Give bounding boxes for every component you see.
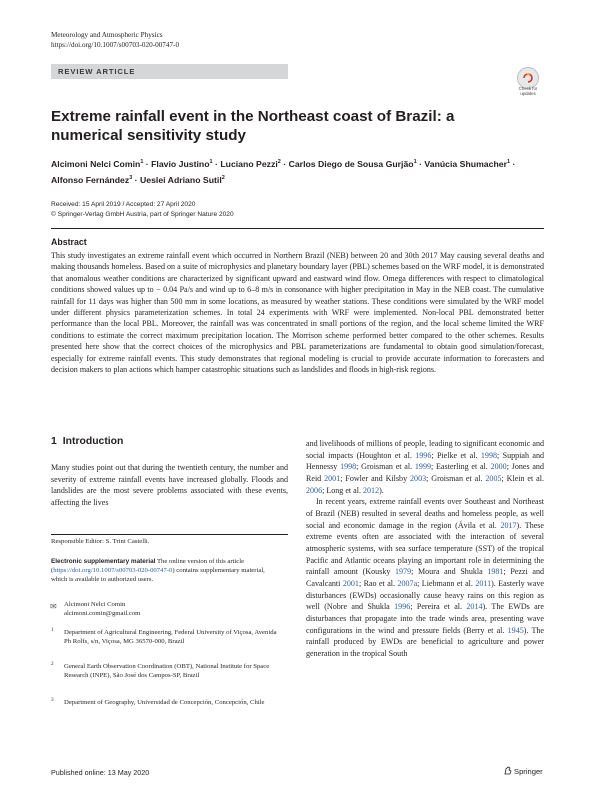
responsible-editor: Responsible Editor: S. Trini Castelli. [51,538,150,545]
article-dates [51,200,234,219]
author-affiliation-mark: 2 [277,159,281,165]
intro-right-column [306,438,544,659]
citation-link[interactable]: 1996 [394,602,411,612]
citation-link[interactable]: 1998 [480,450,497,460]
author-name: Vanúcia Shumacher [424,158,507,169]
author-affiliation-mark: 1 [209,159,213,165]
article-type-label: REVIEW ARTICLE [58,67,136,76]
affiliation-number: 1 [51,627,54,633]
springer-wordmark: Springer [514,767,543,776]
abstract-text: This study investigates an extreme rainfall event which occurred in Northern Brazil (NEB) between 20 and 30th 2017 May causing several deaths and making thousands homeless. Based on a suite of microphysics and planetary boundary layer (PBL) schemes based on the WRF model, it is demonstrated that anomalous weather conditions are characterized by significant upward and eastward wind flow. Omega differences with respect to climatological conditions showed values up to − 0.04 Pa/s and wind up to 6–8 m/s in consonance with higher precipitation in May in the NEB coast. The cumulative rainfall for 11 days was higher than 500 mm in some locations, as measured by weather stations. These conditions were simulated by the WRF model under different physics parameterization schemes. In total 24 experiments with WRF were implemented. Non-local PBL demonstrated better performance than the local PBL. Moreover, the rainfall was was concentrated in small portions of the region, and the local scheme limited the WRF conditions to estimate the correct maximum precipitation location. The Morrison scheme performed better compared to the other schemes. Results presented here show that the correct choices of the microphysics and PBL parameterizations are fundamental to obtain good simulation/forecast, especially for extreme rainfall events. This study demonstrates that regional modeling is crucial to provide accurate information to forecasters and decision makers to plan actions which hamper catastrophic situations such as landslides and floods in high-risk regions. [51,251,544,375]
esm-note: Electronic supplementary material The online version of this article (https://doi.org/10.1007/s00703-020-00747-0) contains supplementary material, which is available to authorized users. [51,558,265,584]
author-affiliation-mark: 1 [140,159,144,165]
abstract-heading: Abstract [51,237,87,247]
doi-link[interactable]: https://doi.org/10.1007/s00703-020-00747-0 [51,41,180,49]
header-divider [51,228,544,229]
citation-link[interactable]: 1999 [414,462,431,472]
affiliation-2: General Earth Observation Coordination (OBT), National Institute for Space Research (INPE), São José dos Campos-SP, Brazil [64,663,270,680]
intro-paragraph-right-1: and livelihoods of millions of people, leading to significant economic and social impacts (Houghton et al. 1996; Pielke et al. 1998; Suppiah and Hennessy 1998; Groisman et al. 1999; Easterling et al. 2000; Jones and Reid 2001; Fowler and Kilsby 2003; Groisman et al. 2005; Klein et al. 2006; Long et al. 2012). [306,439,544,495]
author-name: Ueslei Adriano Sutil [140,174,222,185]
copyright-line: © Springer-Verlag GmbH Austria, part of Springer Nature 2020 [51,210,234,218]
author-name: Luciano Pezzi [220,158,278,169]
section-title: Introduction [62,436,124,447]
envelope-icon: ✉ [50,602,57,611]
corresponding-email[interactable]: alcimoni.comin@gmail.com [64,610,141,618]
author-separator: · [143,158,152,169]
author-affiliation-mark: 1 [413,159,417,165]
esm-label: Electronic supplementary material [51,558,156,565]
article-type-banner [51,64,288,79]
paper-title: Extreme rainfall event in the Northeast coast of Brazil: a numerical sensitivity study [51,108,455,144]
author-separator: · [416,158,425,169]
section-number: 1 [51,436,57,447]
citation-link[interactable]: 2003 [410,473,427,483]
citation-link[interactable]: 1996 [415,450,432,460]
author-affiliation-mark: 2 [221,174,225,181]
citation-link[interactable]: 2017 [500,520,517,530]
citation-link[interactable]: 1979 [395,567,412,577]
author-name: Alcimoni Nelci Comin [51,158,141,169]
citation-link[interactable]: 2014 [466,602,483,612]
author-separator: · [510,158,516,169]
received-accepted: Received: 15 April 2019 / Accepted: 27 April 2020 [51,201,196,208]
author-separator: · [212,158,221,169]
citation-link[interactable]: 1998 [340,462,357,472]
citation-link[interactable]: 1981 [487,567,504,577]
intro-paragraph-left: Many studies point out that during the twentieth century, the number and severity of extreme rainfall events have increased globally. Floods and landslides are the most severe problems associated with these events, affecting the lives [51,463,288,507]
author-separator: · [280,158,289,169]
journal-header [51,30,179,50]
author-name: Carlos Diego de Sousa Gurjão [288,158,414,169]
affiliation-number: 2 [51,661,54,667]
affiliation-number: 3 [51,697,54,703]
citation-link[interactable]: 2011 [475,578,492,588]
citation-link[interactable]: 2005 [485,473,502,483]
corresponding-author: Alcimoni Nelci Comin alcimoni.comin@gmail.com [64,601,141,618]
author-name: Flavio Justino [151,158,210,169]
citation-link[interactable]: 2001 [324,473,341,483]
citation-link[interactable]: 1945 [507,625,524,635]
springer-logo [504,766,543,776]
affiliation-3: Department of Geography, Universidad de Concepción, Concepción, Chile [64,699,265,706]
citation-link[interactable]: 2001 [342,578,359,588]
author-list [51,155,546,187]
check-updates-label: Check for updates [518,86,538,96]
journal-name: Meteorology and Atmospheric Physics [51,31,163,39]
springer-horse-icon [504,766,512,775]
affiliation-1: Department of Agricultural Engineering, Federal University of Viçosa, Avenida Ph Rolfs, s/n, Viçosa, MG 36570-000, Brazil [64,629,277,646]
citation-link[interactable]: 2007a [397,578,418,588]
section-heading-introduction [51,436,123,447]
citation-link[interactable]: 2000 [490,462,507,472]
check-for-updates-badge[interactable] [514,67,542,97]
author-affiliation-mark: 1 [507,159,511,165]
footnote-divider [51,534,288,535]
published-online: Published online: 13 May 2020 [51,768,150,777]
author-name: Alfonso Fernández [51,174,130,185]
intro-paragraph-right-2: In recent years, extreme rainfall events over Southeast and Northeast of Brazil (NEB) resulted in several deaths and homeless people, as well social and economic damage in the region (Ávila et al. 2017). These extreme events often are associated with the interaction of several atmospheric systems, with sea surface temperature (SST) of the tropical Pacific and Atlantic oceans playing an important role in determining the rainfall amount (Kousky 1979; Moura and Shukla 1981; Pezzi and Cavalcanti 2001; Rao et al. 2007a; Liebmann et al. 2011). Easterly wave disturbances (EWDs) occasionally cause heavy rains on this region as well (Nobre and Shukla 1996; Pereira et al. 2014). The EWDs are disturbances that propagate into the trade winds area, presenting wave configurations in the wind and pressure fields (Berry et al. 1945). The rainfall produced by EWDs are beneficial to agriculture and power generation in the tropical South [306,497,545,658]
author-affiliation-mark: 3 [129,174,133,181]
citation-link[interactable]: 2012 [363,485,380,495]
citation-link[interactable]: 2006 [306,485,323,495]
author-separator: · [132,174,140,185]
esm-link[interactable]: https://doi.org/10.1007/s00703-020-00747-0 [53,567,173,575]
